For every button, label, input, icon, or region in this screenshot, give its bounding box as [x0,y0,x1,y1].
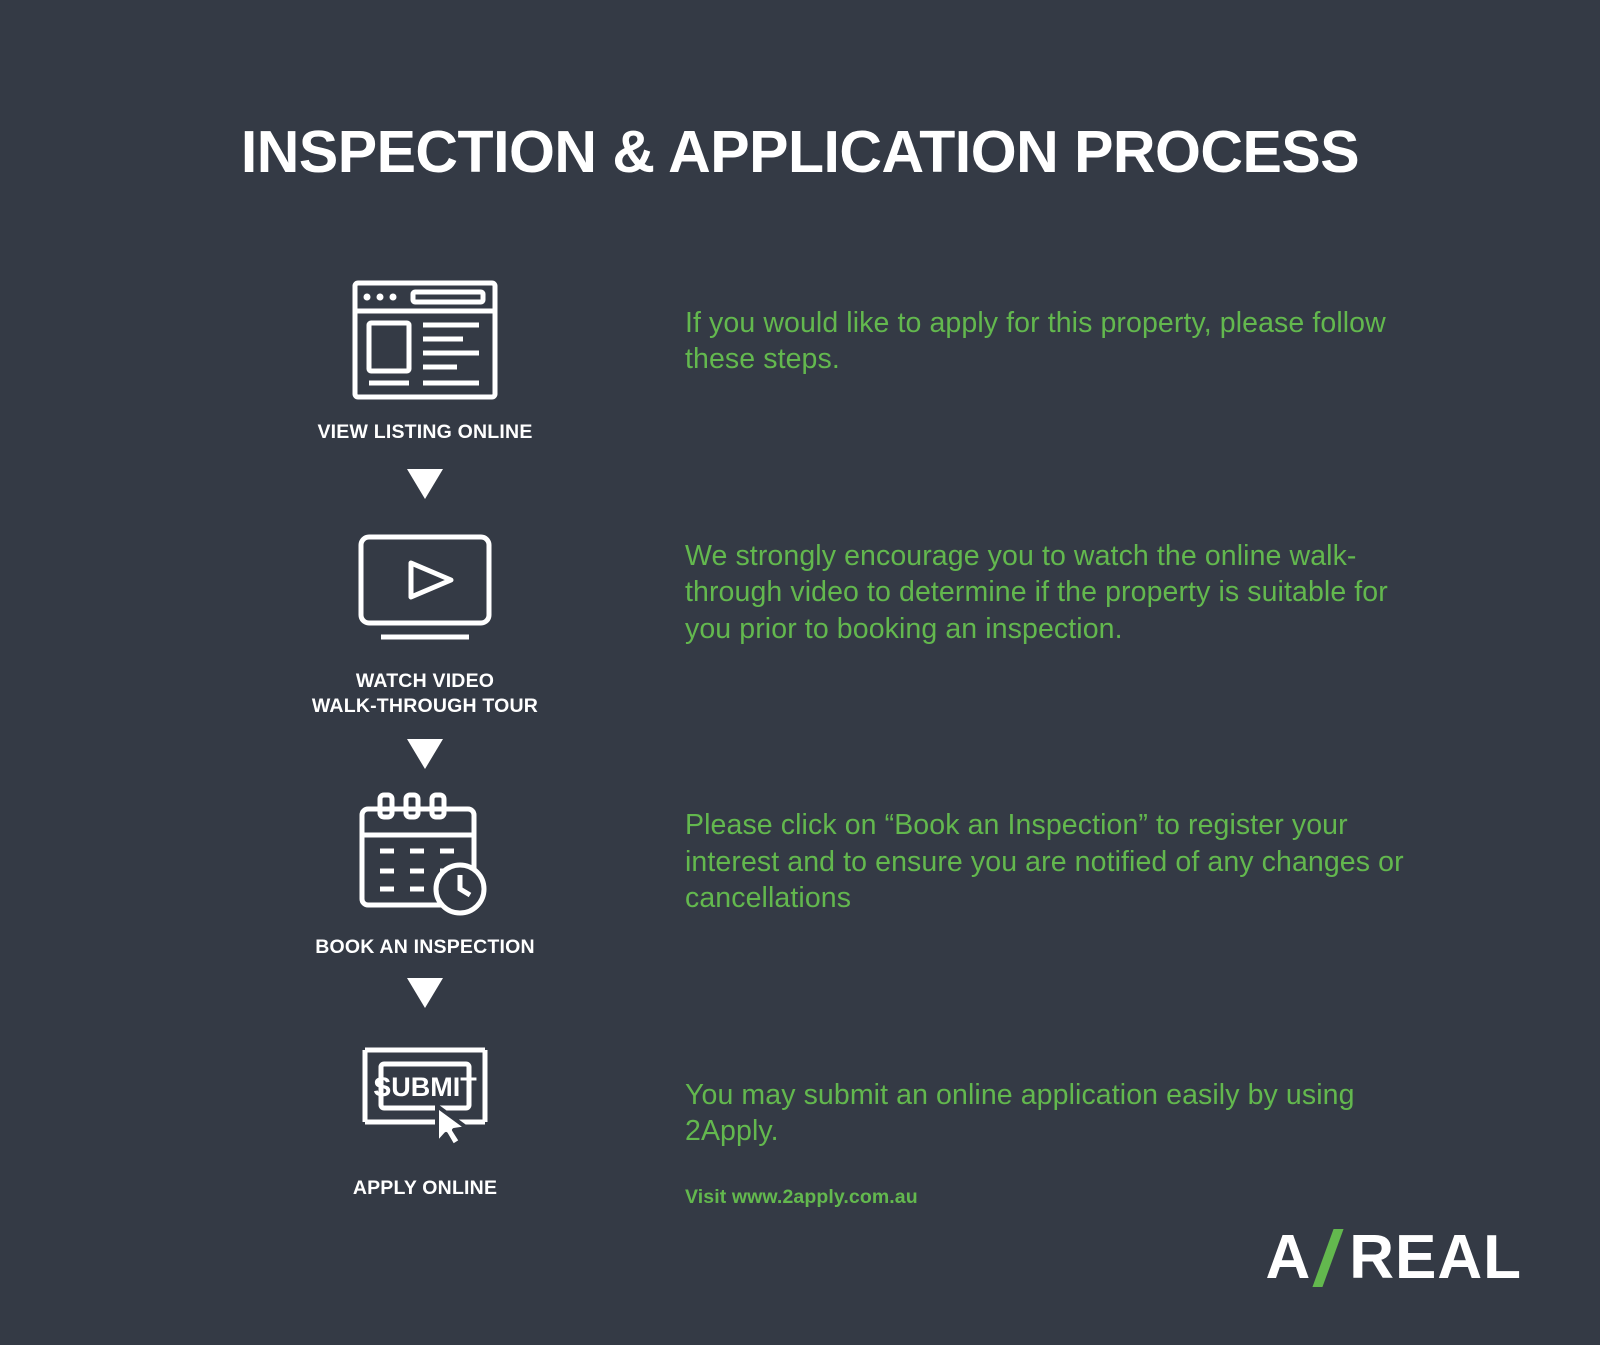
submit-button-cursor-icon [345,1026,505,1166]
logo-letter-a: A [1265,1223,1312,1292]
video-play-screen-icon [345,519,505,659]
step-watch-video [270,519,580,719]
step-book-inspection [270,785,580,960]
description-book-inspection: Please click on “Book an Inspection” to register your interest and to ensure you are notified of any changes or cancellations [685,809,1404,915]
process-descriptions [685,270,1415,1209]
step-view-listing-online [270,270,580,445]
flow-arrow-2 [270,739,580,769]
flow-arrow-1 [270,469,580,499]
flow-arrow-3 [270,978,580,1008]
step-label-watch-video [312,669,538,719]
visit-link[interactable]: Visit www.2apply.com.au [685,1185,918,1208]
page-title: INSPECTION & APPLICATION PROCESS [240,119,1360,185]
process-steps [270,270,580,1201]
submit-icon-text: SUBMIT [373,1071,477,1102]
brand-logo [1265,1222,1522,1293]
calendar-clock-icon [345,785,505,925]
step-label-apply-online: APPLY ONLINE [352,1176,498,1199]
step-label-view-listing: VIEW LISTING ONLINE [317,421,533,443]
browser-listing-icon [345,270,505,410]
step-label-book-inspection: BOOK AN INSPECTION [315,935,535,958]
description-apply-online: You may submit an online application easily by using 2Apply. [685,1078,1355,1148]
step-label-watch-video-line1: WATCH VIDEO [355,669,495,692]
logo-slash-icon [1313,1227,1347,1289]
description-watch-video: We strongly encourage you to watch the online walk-through video to determine if the property is suitable for you prior to booking an inspection. [685,539,1388,645]
step-apply-online [270,1026,580,1201]
logo-word-real: REAL [1349,1223,1522,1292]
description-view-listing: If you would like to apply for this property, please follow these steps. [685,307,1386,376]
step-label-watch-video-line2: WALK-THROUGH TOUR [311,694,539,717]
